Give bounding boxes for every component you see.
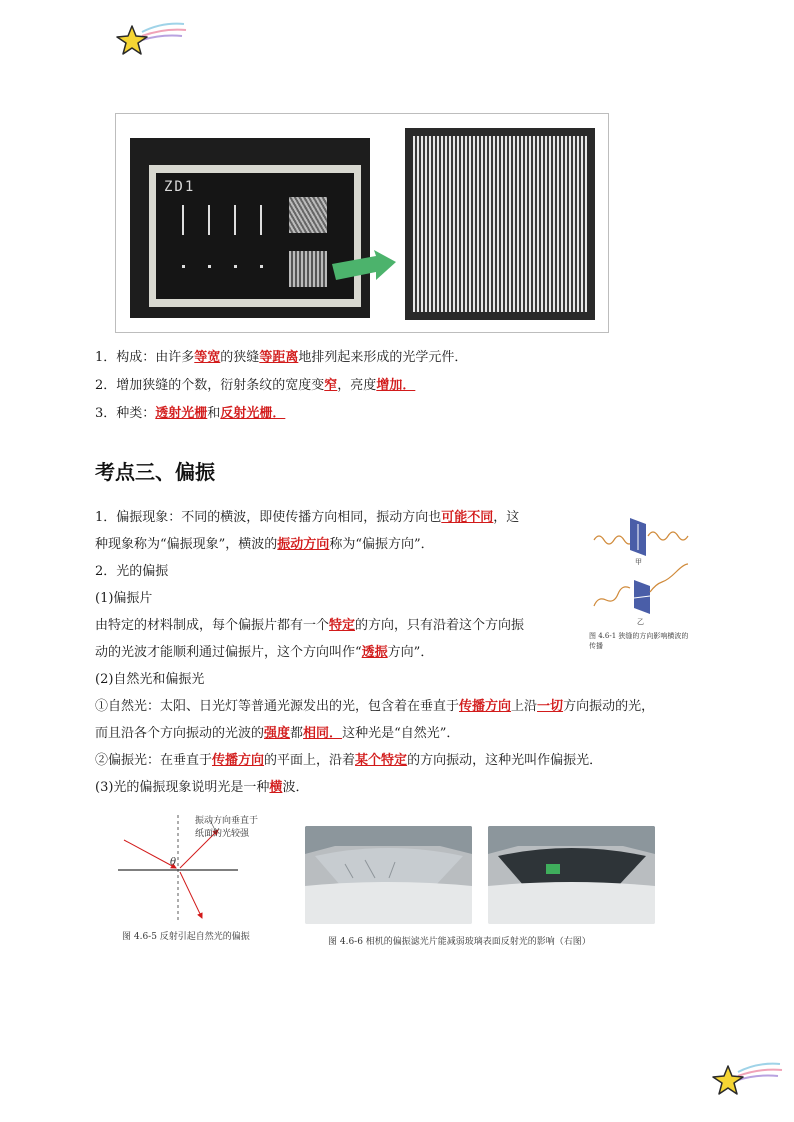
figure-caption: 图 4.6-1 狭缝的方向影响横波的 (589, 632, 689, 640)
slit-4 (260, 205, 262, 235)
shooting-star-icon (112, 18, 188, 58)
keyword: 横 (269, 780, 283, 795)
keyword: 透射光栅 (155, 406, 208, 421)
keyword: 透振 (361, 645, 388, 660)
keyword: 反射光栅． (220, 406, 286, 421)
grating-item-2: 2．增加狭缝的个数，衍射条纹的宽度变窄，亮度增加． (95, 378, 416, 393)
paragraph-line: (1)偏振片 (95, 591, 153, 606)
slit-3 (234, 205, 236, 235)
section-title: 考点三、偏振 (95, 460, 215, 484)
keyword: 强度 (264, 726, 291, 741)
keyword: 相同． (303, 726, 343, 741)
wave-slit-figure (590, 510, 700, 628)
paragraph-line: 而且沿各个方向振动的光波的强度都相同．这种光是“自然光”． (95, 726, 460, 741)
keyword: 增加． (376, 378, 416, 393)
paragraph-line: (2)自然光和偏振光 (95, 672, 205, 687)
keyword: 某个特定 (355, 753, 408, 768)
grating-item-1: 1．构成：由许多等宽的狭缝等距离地排列起来形成的光学元件． (95, 350, 468, 365)
pinhole-3 (234, 265, 237, 268)
figure-label-a: 甲 (635, 558, 642, 566)
pinhole-1 (182, 265, 185, 268)
car-photo-unfiltered (305, 826, 472, 924)
theta-label: θ (170, 857, 177, 868)
figure-caption: 图 4.6-5 反射引起自然光的偏振 (122, 932, 250, 942)
slit-1 (182, 205, 184, 235)
grating-patch-1 (289, 197, 327, 233)
keyword: 传播方向 (212, 753, 265, 768)
keyword: 振动方向 (277, 537, 330, 552)
figure-caption: 传播 (589, 642, 603, 650)
keyword: 特定 (329, 618, 356, 633)
grating-item-3: 3．种类：透射光栅和反射光栅． (95, 406, 286, 421)
slide-label: ZD1 (164, 179, 196, 195)
grating-patch-2 (289, 251, 327, 287)
grating-slide-photo (130, 138, 370, 318)
grating-slide (149, 165, 361, 307)
keyword: 等距离 (259, 350, 299, 365)
paragraph-line: 1．偏振现象：不同的横波，即使传播方向相同，振动方向也可能不同，这 (95, 510, 520, 525)
shooting-star-icon (708, 1058, 784, 1098)
keyword: 窄 (324, 378, 338, 393)
paragraph-line: ②偏振光：在垂直于传播方向的平面上，沿着某个特定的方向振动，这种光叫作偏振光． (95, 753, 603, 768)
figure-caption: 图 4.6-6 相机的偏振滤光片能减弱玻璃表面反射光的影响（右图） (328, 937, 591, 947)
paragraph-line: 种现象称为“偏振现象”，横波的振动方向称为“偏振方向”． (95, 537, 434, 552)
keyword: 可能不同 (441, 510, 494, 525)
pinhole-2 (208, 265, 211, 268)
keyword: 一切 (537, 699, 564, 714)
paragraph-line: (3)光的偏振现象说明光是一种横波． (95, 780, 309, 795)
diffraction-grating-photo (405, 128, 595, 320)
car-photo-filtered (488, 826, 655, 924)
green-arrow-icon (330, 250, 398, 284)
paragraph-line: 动的光波才能顺利通过偏振片，这个方向叫作“透振方向”． (95, 645, 434, 660)
grating-photo-panel (115, 113, 609, 333)
pinhole-4 (260, 265, 263, 268)
keyword: 等宽 (194, 350, 221, 365)
figure-label-b: 乙 (637, 618, 644, 626)
figure-note: 纸面的光较强 (195, 829, 250, 839)
paragraph-line: 2．光的偏振 (95, 564, 169, 579)
slit-2 (208, 205, 210, 235)
keyword: 传播方向 (459, 699, 512, 714)
paragraph-line: ①自然光：太阳、日光灯等普通光源发出的光，包含着在垂直于传播方向上沿一切方向振动的光， (95, 699, 655, 714)
paragraph-line: 由特定的材料制成，每个偏振片都有一个特定的方向，只有沿着这个方向振 (95, 618, 525, 633)
figure-note: 振动方向垂直于 (195, 816, 259, 826)
